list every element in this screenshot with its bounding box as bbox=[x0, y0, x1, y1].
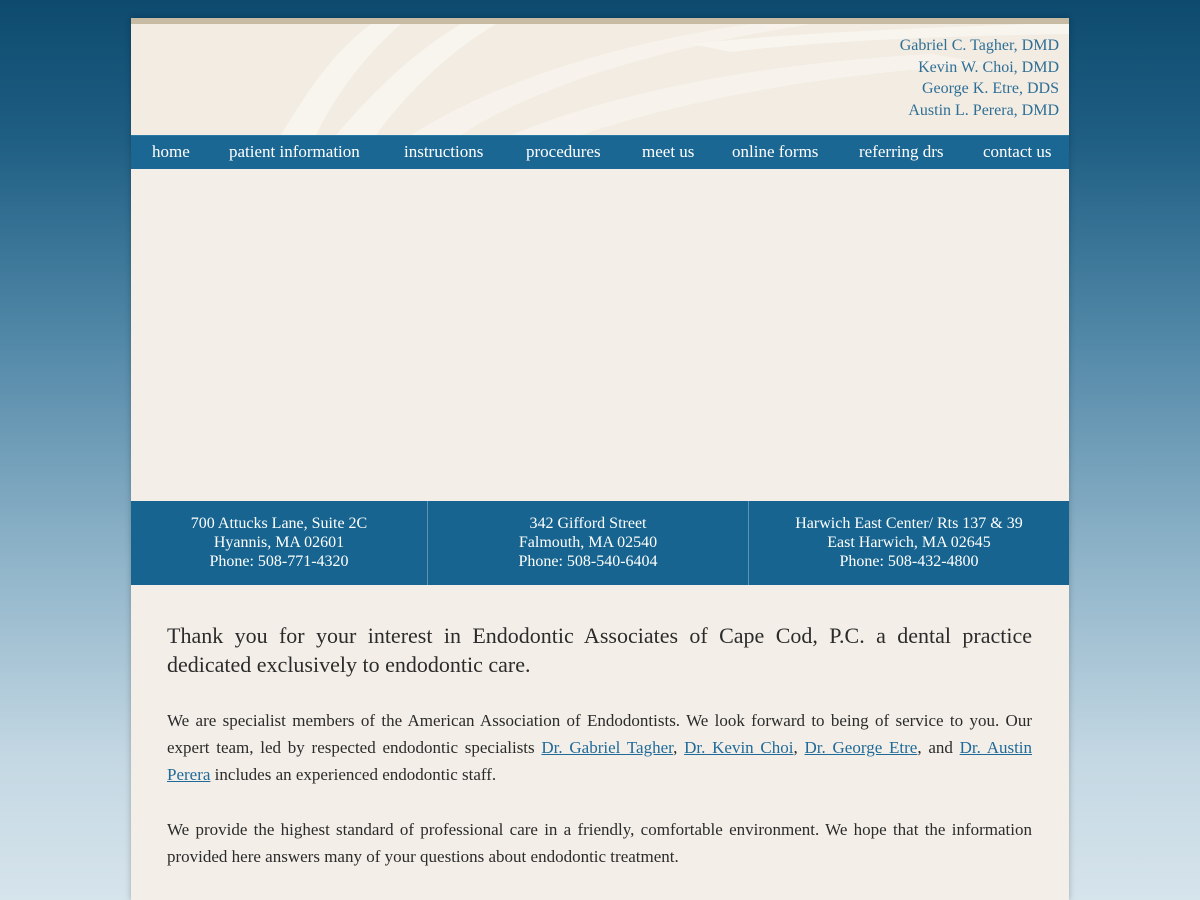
link-dr-kevin-choi[interactable]: Dr. Kevin Choi bbox=[684, 738, 794, 757]
link-dr-gabriel-tagher[interactable]: Dr. Gabriel Tagher bbox=[541, 738, 674, 757]
location-street: 342 Gifford Street bbox=[529, 515, 647, 532]
intro-paragraph-specialists bbox=[167, 707, 1032, 788]
main-content bbox=[167, 621, 1032, 898]
link-dr-austin-perera[interactable]: Dr. Austin Perera bbox=[167, 738, 1033, 784]
doctor-list bbox=[900, 35, 1059, 121]
nav-patient-information[interactable]: patient information bbox=[229, 142, 360, 161]
location-phone[interactable]: Phone: 508-540-6404 bbox=[518, 553, 658, 570]
nav-contact-us[interactable]: contact us bbox=[983, 142, 1052, 161]
location-phone[interactable]: Phone: 508-432-4800 bbox=[839, 553, 979, 570]
location-hyannis bbox=[131, 501, 427, 585]
main-nav bbox=[131, 135, 1069, 170]
location-phone[interactable]: Phone: 508-771-4320 bbox=[209, 553, 349, 570]
locations-bar bbox=[131, 501, 1069, 585]
location-city: Falmouth, MA 02540 bbox=[518, 534, 658, 551]
paragraph-text: We are specialist members of the American Association of Endodontists. We look forward to being of service to you. Our expert team, led by respected endodontic specialists bbox=[167, 711, 1032, 757]
location-street: 700 Attucks Lane, Suite 2C bbox=[190, 515, 368, 532]
nav-procedures[interactable]: procedures bbox=[526, 142, 601, 161]
nav-meet-us[interactable]: meet us bbox=[642, 142, 695, 161]
nav-online-forms[interactable]: online forms bbox=[732, 142, 819, 161]
intro-paragraph-care: We provide the highest standard of professional care in a friendly, comfortable environment. We hope that the information provided here answers many of your questions about endodontic treatment. bbox=[167, 820, 1032, 866]
location-city: East Harwich, MA 02645 bbox=[827, 534, 991, 551]
separator-text: , and bbox=[917, 738, 960, 757]
doctor-name: George K. Etre, DDS bbox=[921, 80, 1059, 97]
site-header bbox=[131, 24, 1069, 135]
nav-instructions[interactable]: instructions bbox=[404, 142, 484, 161]
doctor-name: Austin L. Perera, DMD bbox=[908, 101, 1059, 119]
page-container bbox=[131, 18, 1069, 900]
hero-banner bbox=[131, 169, 1069, 501]
link-dr-george-etre[interactable]: Dr. George Etre bbox=[804, 738, 918, 757]
location-city: Hyannis, MA 02601 bbox=[213, 534, 345, 551]
separator-text: , bbox=[673, 738, 685, 757]
location-east-harwich bbox=[748, 501, 1069, 585]
location-street: Harwich East Center/ Rts 137 & 39 bbox=[795, 515, 1023, 532]
nav-referring-drs[interactable]: referring drs bbox=[859, 142, 944, 161]
doctor-name: Gabriel C. Tagher, DMD bbox=[899, 37, 1059, 54]
separator-text: , bbox=[793, 738, 805, 757]
nav-home[interactable]: home bbox=[152, 142, 190, 161]
intro-lead: Thank you for your interest in Endodontic Associates of Cape Cod, P.C. a dental practice dedicated exclusively to endodontic care. bbox=[167, 623, 1032, 677]
doctor-name: Kevin W. Choi, DMD bbox=[918, 58, 1059, 76]
location-falmouth bbox=[427, 501, 748, 585]
paragraph-text: includes an experienced endodontic staff. bbox=[210, 765, 497, 784]
